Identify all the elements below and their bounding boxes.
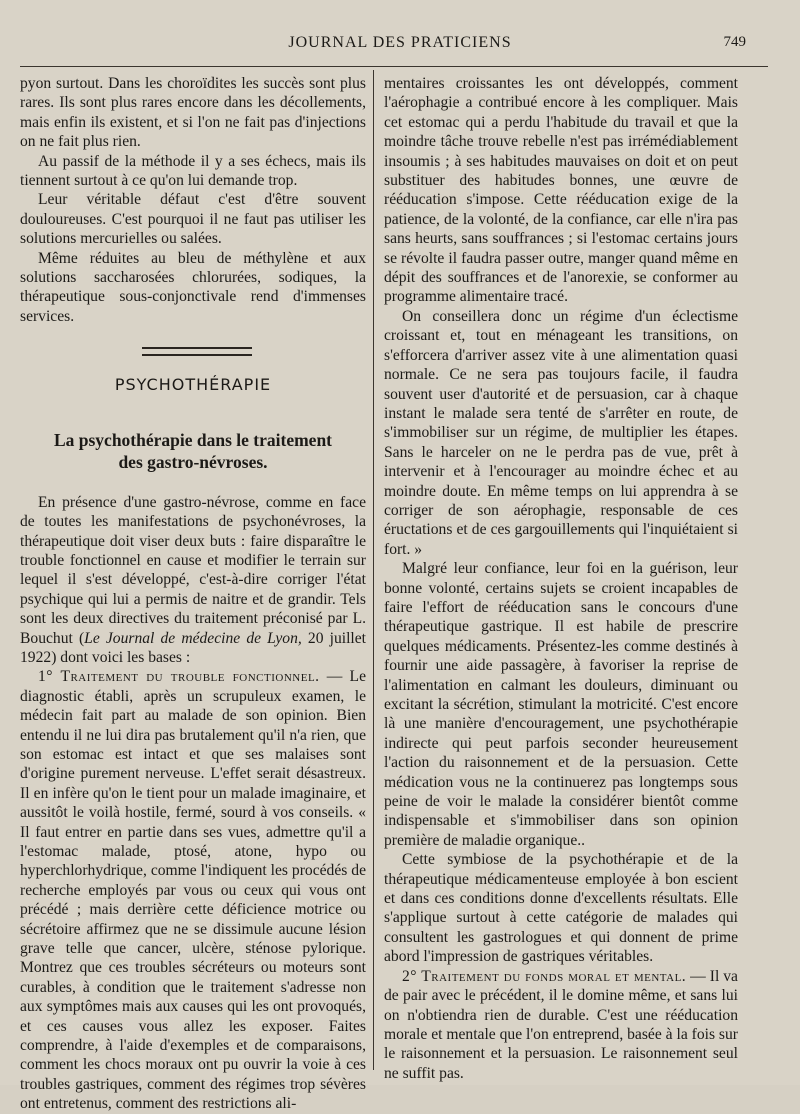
section-divider [20,347,366,361]
paragraph [20,493,366,668]
left-column [20,74,366,1114]
subsection-heading: 2° Traitement du fonds moral et mental. [402,967,687,985]
text-run: — Il va de pair avec le précédent, il le domine même, et sans lui on n'obtiendra rien de durable. C'est une rééducation morale et mentale que l'on entreprend, basée à la fois sur le raisonnement et la persuasion. Le raisonnement seul ne suffit pas. [384,967,738,1082]
paragraph: Leur véritable défaut c'est d'être souvent douloureuses. C'est pourquoi il ne faut pas utiliser les solutions mercurielles ou salées. [20,191,366,248]
text-run: 20 juillet 1922) dont voici les bases : [20,629,366,666]
paragraph: Même réduites au bleu de méthylène et aux solutions saccharosées chlorurées, sodiques, la thérapeutique sous-conjonctivale rend d'immenses services. [20,249,366,325]
paragraph: Malgré leur confiance, leur foi en la guérison, leur bonne volonté, certains sujets se croient incapables de faire l'effort de rééducation sans le concours d'une thérapeutique gastrique. Il est habile de prescrire quelques médicaments. Présentez-les comme destinés à fournir une aide passagère, à favoriser la reprise de l'alimentation en calmant les douleurs, diminuant ou excitant la sécrétion, stimulant la motricité. C'est encore là une manière d'encouragement, une psychothérapie indirecte qui peut parfois seconder heureusement l'action du raisonnement et de la persuasion. Cette médication vous ne la continuerez pas longtemps sous peine de voir le malade la considérer bientôt comme indispensable et s'immobiliser dans son opinion première de maladie organique.. [384,560,738,849]
paragraph: mentaires croissantes les ont développés, comment l'aérophagie a contribué encore à les compliquer. Mais cet estomac qui a perdu l'habitude du travail et que la moindre tâche trouve rebelle n'est pas irrémédiablement insoumis ; à ses habitudes mauvaises on doit et on peut substituer des habitudes bonnes, une œuvre de rééducation s'impose. Cette rééducation exige de la patience, de la volonté, de la confiance, car elle n'ira pas sans heurts, sans souffrances ; si l'estomac certains jours se révolte il faudra passer outre, manger quand même en dépit des souffrances et de l'anorexie, se conformer au programme alimentaire tracé. [384,75,738,306]
article-title-line: La psychothérapie dans le traitement [53,429,333,450]
paragraph: Cette symbiose de la psychothérapie et de la thérapeutique médicamenteuse employée à bon escient et dans ces conditions donne d'excellents résultats. Elle s'applique surtout à cette catégorie de malades qui consultent les gastrologues et qui donnent de prime abord l'impression de gastriques véritables. [384,851,738,966]
page-number: 749 [723,34,746,50]
double-rule [142,347,252,356]
journal-title: JOURNAL DES PRATICIENS [288,34,512,51]
running-header [0,34,800,58]
subsection-heading: 1° Traitement du trouble fonctionnel. [38,668,320,686]
journal-citation: Le Journal de médecine de Lyon, [84,629,302,647]
paragraph: On conseillera donc un régime d'un éclectisme croissant et, tout en ménageant les transitions, on s'efforcera d'arriver assez vite à une alimentation quasi normale. Ce ne sera pas toujours facile, il faudra souvent user d'autorité et de persuasion, car à chaque instant le malade sera tenté de s'arrêter en route, de s'immobiliser sur un régime, de multiplier les étapes. Sans le harceler on ne le perdra pas de vue, prêt à intervenir et à l'encourager au moindre échec et au moindre doute. En même temps on lui apprendra à se corriger de son aérophagie, responsable de ces éructations et de ces gargouillements qui l'inquiétaient si fort. » [384,307,738,558]
text-run: — Le diagnostic établi, après un scrupuleux examen, le médecin fait part au malade de son opinion. Bien entendu il ne lui dira pas brutalement qu'il n'a rien, que son estomac est intact et que ses malaises sont d'origine purement nerveuse. L'effet serait désastreux. Il en infère qu'on le tient pour un malade imaginaire, et aussitôt le voilà hostile, fermé, sourd à vos conseils. « Il faut entrer en partie dans ses vues, admettre qu'il a l'estomac malade, ptosé, atone, hypo ou hyperchlorhydrique, comme l'indiquent les procédés de recherche employés par vous ou ceux qui vous ont précédé ; mais derrière cette déficience motrice ou sécrétoire affirmez que ne se dissimule aucune lésion grave telle que cancer, ulcère, sténose pylorique. Montrez que ces troubles sécréteurs ou moteurs sont curables, à condition que le traitement s'adresse non aux symptômes mais aux causes qui les ont provoqués, et ces causes vous allez les exposer. Faites comprendre, à l'aide d'exemples et de comparaisons, comment les chocs moraux ont pu ouvrir la voie à ces troubles gastriques, comment des régimes trop sévères ont entretenus, comment des restrictions ali- [20,668,366,1113]
column-divider [373,70,374,1070]
header-rule [20,66,768,67]
right-column [384,74,738,1083]
article-title-line: des gastro-névroses. [118,451,268,472]
paragraph [384,967,738,1083]
article-title [20,429,366,473]
paragraph: Au passif de la méthode il y a ses échecs, mais ils tiennent surtout à ce qu'on lui demande trop. [20,152,366,190]
paragraph: pyon surtout. Dans les choroïdites les succès sont plus rares. Ils sont plus rares encore dans les décollements, mais enfin ils existent, et si l'on ne fait pas d'injections on ne fait plus rien. [20,75,366,151]
paragraph [20,667,366,1113]
text-run: En présence d'une gastro-névrose, comme en face de toutes les manifestations de psychonévroses, la thérapeutique doit viser deux buts : faire disparaître le trouble fonctionnel en cause et modifier le terrain sur lequel il s'est développé, c'est-à-dire corriger l'état psychique qui lui a permis de naitre et de grandir. Tels sont les deux directives du traitement préconisé par L. Bouchut ( [20,493,366,647]
section-title: PSYCHOTHÉRAPIE [114,375,272,395]
